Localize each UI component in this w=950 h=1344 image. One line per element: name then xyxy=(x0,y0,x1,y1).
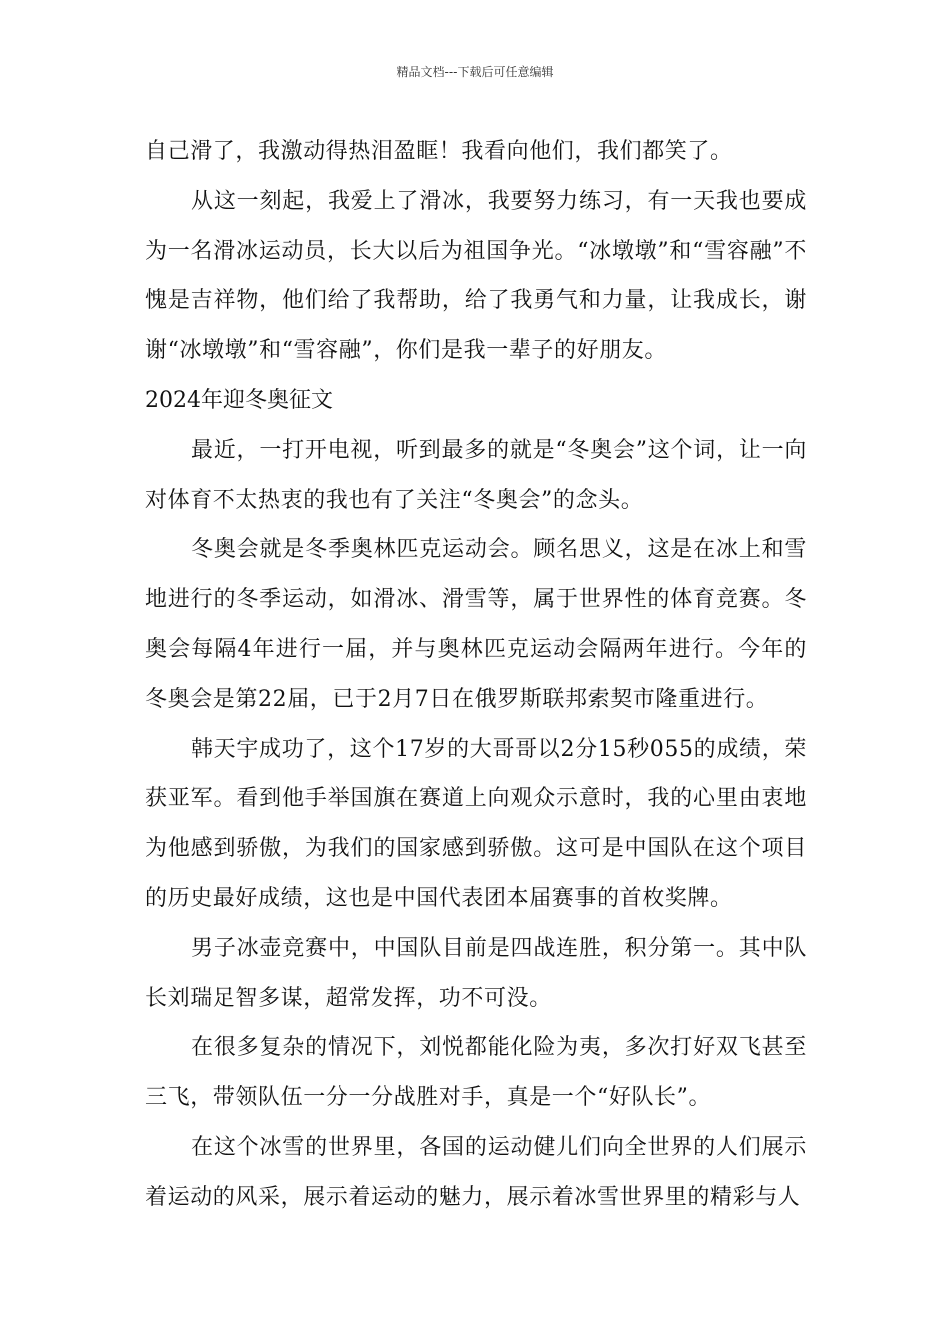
essay-title: 2024年迎冬奥征文 xyxy=(145,387,333,413)
paragraph: 在这个冰雪的世界里，各国的运动健儿们向全世界的人们展示着运动的风采，展示着运动的魅力，展示着冰雪世界里的精彩与人 xyxy=(145,1134,807,1210)
paragraph: 冬奥会就是冬季奥林匹克运动会。顾名思义，这是在冰上和雪地进行的冬季运动，如滑冰、滑雪等，属于世界性的体育竞赛。冬奥会每隔4年进行一届，并与奥林匹克运动会隔两年进行。今年的冬奥会是第22届，已于2月7日在俄罗斯联邦索契市隆重进行。 xyxy=(145,537,807,712)
paragraph: 从这一刻起，我爱上了滑冰，我要努力练习，有一天我也要成为一名滑冰运动员，长大以后为祖国争光。“冰墩墩”和“雪容融”不愧是吉祥物，他们给了我帮助，给了我勇气和力量，让我成长，谢谢“冰墩墩”和“雪容融”，你们是我一辈子的好朋友。 xyxy=(145,188,807,364)
paragraph: 韩天宇成功了，这个17岁的大哥哥以2分15秒055的成绩，荣获亚军。看到他手举国旗在赛道上向观众示意时，我的心里由衷地为他感到骄傲，为我们的国家感到骄傲。这可是中国队在这个项目的历史最好成绩，这也是中国代表团本届赛事的首枚奖牌。 xyxy=(145,736,807,911)
document-body xyxy=(145,127,807,1223)
paragraph-continuation: 自己滑了，我激动得热泪盈眶！我看向他们，我们都笑了。 xyxy=(145,139,733,164)
paragraph: 在很多复杂的情况下，刘悦都能化险为夷，多次打好双飞甚至三飞，带领队伍一分一分战胜对手，真是一个“好队长”。 xyxy=(145,1035,807,1111)
page-header: 精品文档---下载后可任意编辑 xyxy=(396,65,554,79)
paragraph: 最近，一打开电视，听到最多的就是“冬奥会”这个词，让一向对体育不太热衷的我也有了关注“冬奥会”的念头。 xyxy=(145,437,807,513)
paragraph: 男子冰壶竞赛中，中国队目前是四战连胜，积分第一。其中队长刘瑞足智多谋，超常发挥，功不可没。 xyxy=(145,935,807,1011)
